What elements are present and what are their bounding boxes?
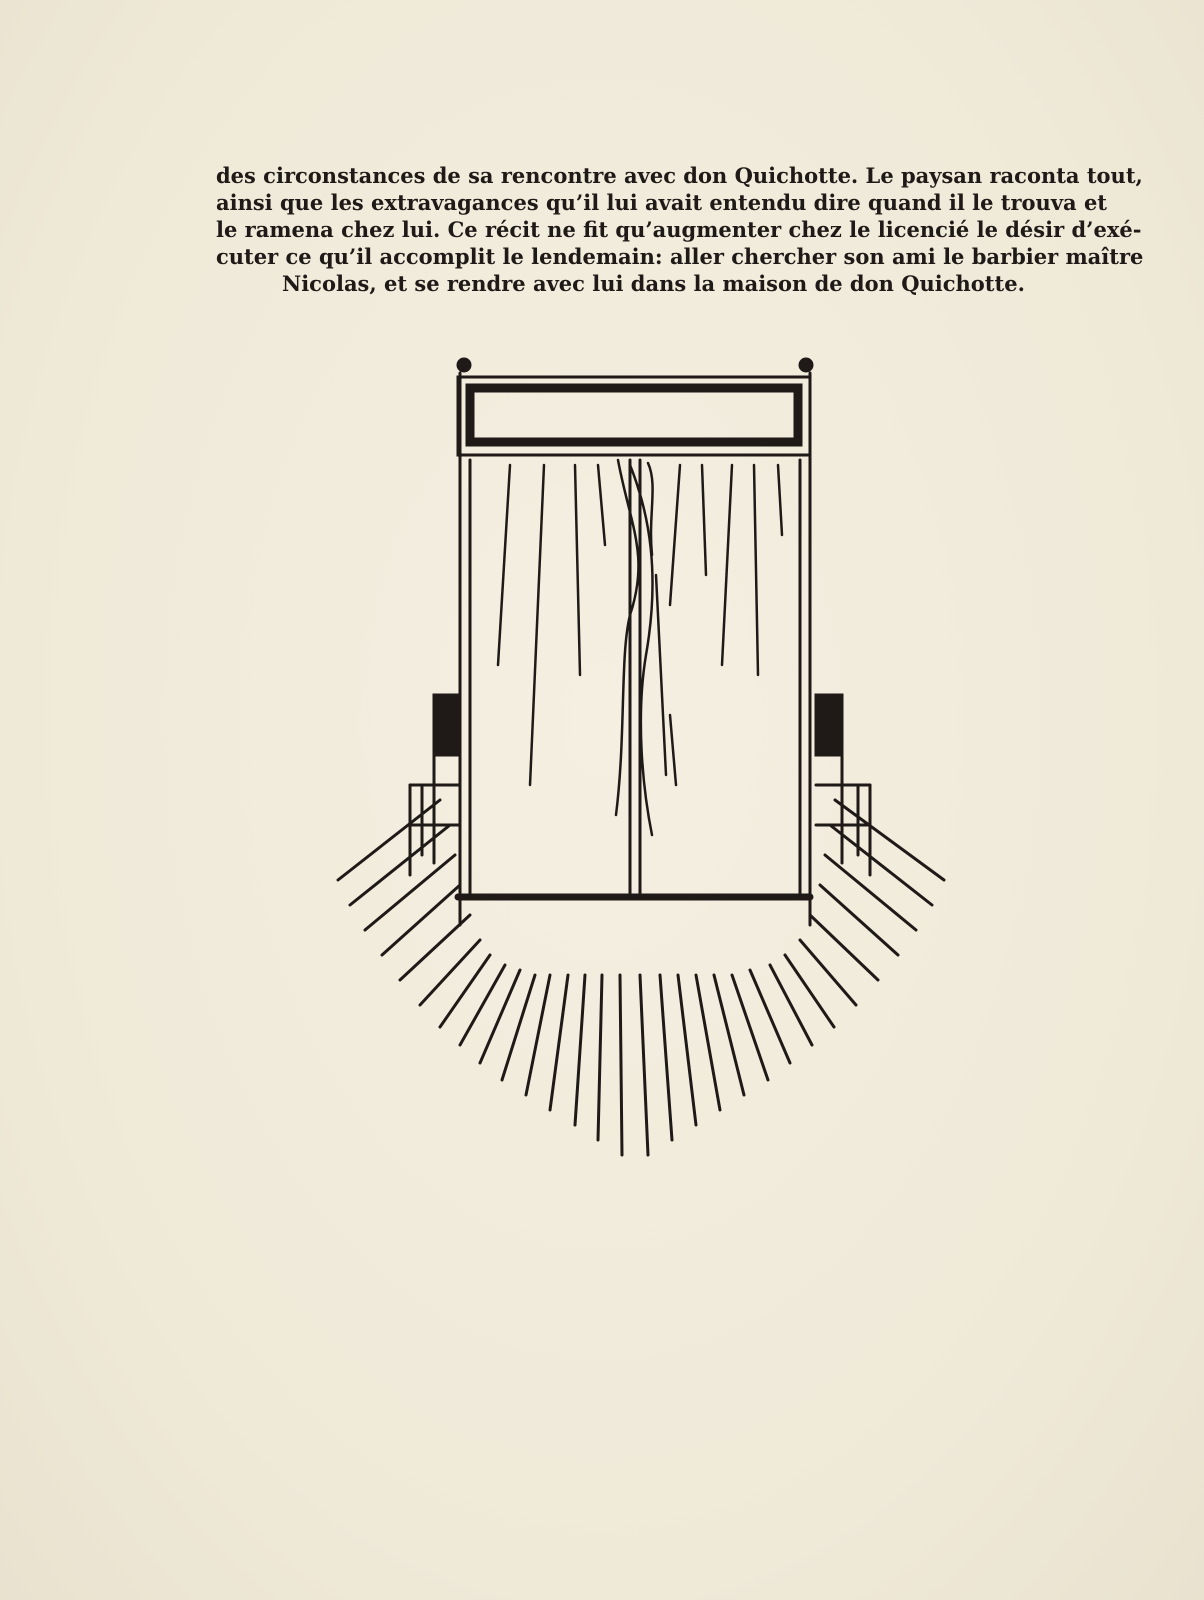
canopy-panel [470,388,798,442]
text-line: le ramena chez lui. Ce récit ne fit qu’augmenter chez le licencié le désir d’exé- [216,217,1142,242]
text-line: des circonstances de sa rencontre avec don Quichotte. Le paysan raconta tout, [216,163,1143,188]
body-paragraph [216,162,1144,297]
bedpost-knob-right [799,358,813,372]
chair-right [816,695,870,875]
chair-left [410,695,460,875]
text-line: Nicolas, et se rendre avec lui dans la maison de don Quichotte. [282,271,1025,296]
bedpost-knob-left [457,358,471,372]
curtain-right [640,460,800,895]
text-line: ainsi que les extravagances qu’il lui avait entendu dire quand il le trouva et [216,190,1108,215]
text-line: cuter ce qu’il accomplit le lendemain: aller chercher son ami le barbier maître [216,244,1144,269]
woodcut-illustration-bed-with-curtains [330,355,970,1165]
curtain-left [470,460,630,895]
